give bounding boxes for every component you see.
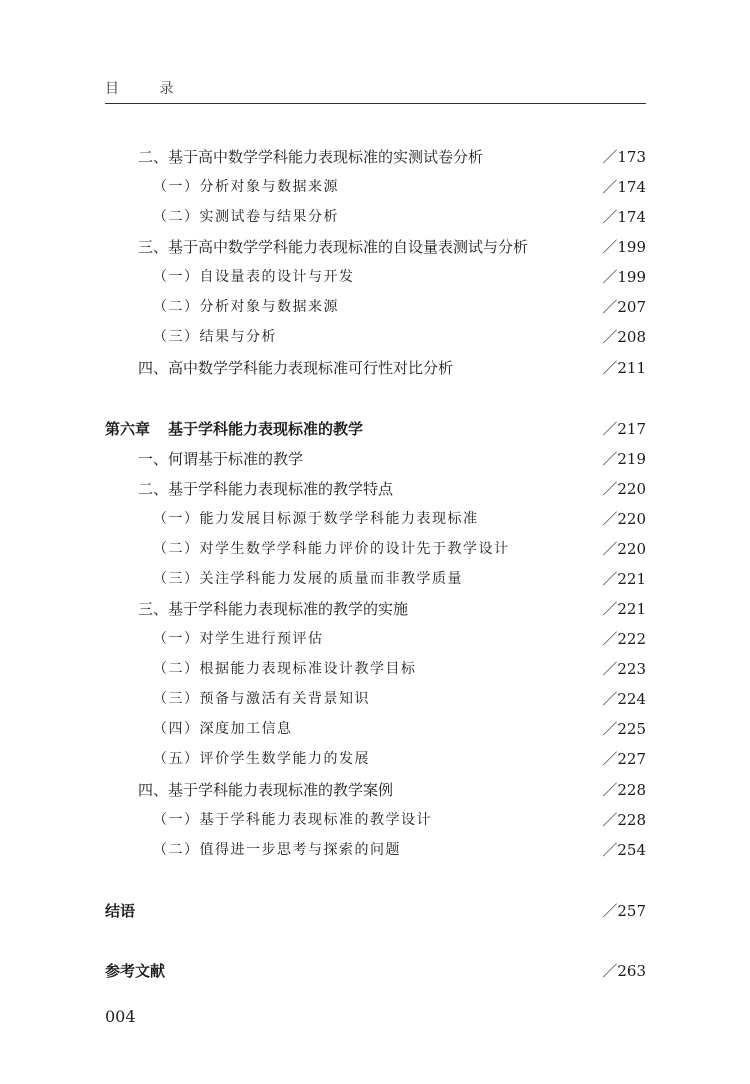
toc-references-entry[interactable] <box>105 960 646 982</box>
toc-entry-page: ／227 <box>602 750 646 768</box>
toc-entry-page: ／222 <box>602 630 646 648</box>
toc-entry-title: （四）深度加工信息 <box>153 721 293 737</box>
toc-entry[interactable] <box>105 357 646 379</box>
toc-entry-title: （三）结果与分析 <box>153 329 277 345</box>
toc-entry-title: 四、高中数学学科能力表现标准可行性对比分析 <box>138 359 454 377</box>
page-number: 004 <box>105 1007 136 1026</box>
toc-entry[interactable] <box>105 598 646 620</box>
toc-entry-title: 结语 <box>105 902 136 920</box>
toc-entry[interactable] <box>105 568 646 590</box>
toc-entry[interactable] <box>105 748 646 770</box>
toc-entry[interactable] <box>105 779 646 801</box>
toc-entry-title: （一）基于学科能力表现标准的教学设计 <box>153 812 432 828</box>
toc-entry[interactable] <box>105 236 646 258</box>
toc-entry[interactable] <box>105 176 646 198</box>
toc-entry-page: ／199 <box>602 268 646 286</box>
toc-entry[interactable] <box>105 839 646 861</box>
toc-entry-page: ／207 <box>602 298 646 316</box>
toc-entry-title: （一）分析对象与数据来源 <box>153 179 339 195</box>
toc-entry-page: ／257 <box>602 902 646 920</box>
header-title: 目 录 <box>105 81 192 97</box>
toc-entry-page: ／199 <box>602 238 646 256</box>
toc-chapter-title <box>105 418 363 440</box>
toc-entry-title: 三、基于学科能力表现标准的教学的实施 <box>138 600 409 618</box>
toc-entry-title: 三、基于高中数学学科能力表现标准的自设量表测试与分析 <box>138 238 529 256</box>
toc-entry-page: ／220 <box>602 480 646 498</box>
toc-conclusion-entry[interactable] <box>105 900 646 922</box>
toc-entry[interactable] <box>105 266 646 288</box>
toc-entry-title: （一）能力发展目标源于数学学科能力表现标准 <box>153 511 479 527</box>
toc-entry-title: 二、基于高中数学学科能力表现标准的实测试卷分析 <box>138 148 484 166</box>
toc-entry-title: （三）预备与激活有关背景知识 <box>153 691 370 707</box>
toc-entry-title: （二）对学生数学学科能力评价的设计先于教学设计 <box>153 541 510 557</box>
toc-entry-page: ／173 <box>602 148 646 166</box>
toc-entry-page: ／221 <box>602 600 646 618</box>
toc-entry-page: ／217 <box>602 420 646 438</box>
toc-entry[interactable] <box>105 478 646 500</box>
chapter-name: 基于学科能力表现标准的教学 <box>168 420 364 438</box>
toc-entry[interactable] <box>105 658 646 680</box>
toc-entry[interactable] <box>105 326 646 348</box>
toc-entry-page: ／174 <box>602 178 646 196</box>
toc-entry-page: ／221 <box>602 570 646 588</box>
toc-entry[interactable] <box>105 809 646 831</box>
toc-entry-title: 参考文献 <box>105 962 166 980</box>
toc-entry[interactable] <box>105 628 646 650</box>
toc-entry-title: （五）评价学生数学能力的发展 <box>153 751 370 767</box>
toc-entry-page: ／208 <box>602 328 646 346</box>
toc-entry[interactable] <box>105 688 646 710</box>
toc-entry-title: （二）分析对象与数据来源 <box>153 299 339 315</box>
toc-entry-page: ／220 <box>602 540 646 558</box>
toc-entry-title: （一）对学生进行预评估 <box>153 631 324 647</box>
toc-entry-title: 一、何谓基于标准的教学 <box>138 450 304 468</box>
toc-entry[interactable] <box>105 718 646 740</box>
chapter-label: 第六章 <box>105 420 151 438</box>
toc-entry-page: ／225 <box>602 720 646 738</box>
toc-entry-page: ／219 <box>602 450 646 468</box>
toc-entry-title: （二）值得进一步思考与探索的问题 <box>153 842 401 858</box>
toc-entry-page: ／223 <box>602 660 646 678</box>
toc-entry[interactable] <box>105 296 646 318</box>
toc-entry[interactable] <box>105 448 646 470</box>
toc-entry-page: ／228 <box>602 781 646 799</box>
toc-entry[interactable] <box>105 146 646 168</box>
toc-entry-page: ／228 <box>602 811 646 829</box>
toc-entry-page: ／174 <box>602 208 646 226</box>
toc-entry-page: ／211 <box>602 359 646 377</box>
toc-chapter-entry[interactable] <box>105 418 646 440</box>
toc-entry-title: （二）实测试卷与结果分析 <box>153 209 339 225</box>
toc-entry[interactable] <box>105 538 646 560</box>
toc-entry-title: 二、基于学科能力表现标准的教学特点 <box>138 480 394 498</box>
toc-entry-page: ／224 <box>602 690 646 708</box>
toc-entry-title: （三）关注学科能力发展的质量而非教学质量 <box>153 571 463 587</box>
toc-entry-title: （一）自设量表的设计与开发 <box>153 269 355 285</box>
toc-entry[interactable] <box>105 206 646 228</box>
running-header <box>105 78 646 104</box>
toc-entry-page: ／220 <box>602 510 646 528</box>
toc-entry-title: （二）根据能力表现标准设计教学目标 <box>153 661 417 677</box>
toc-entry-page: ／254 <box>602 841 646 859</box>
toc-entry[interactable] <box>105 508 646 530</box>
toc-entry-title: 四、基于学科能力表现标准的教学案例 <box>138 781 394 799</box>
toc-entry-page: ／263 <box>602 962 646 980</box>
